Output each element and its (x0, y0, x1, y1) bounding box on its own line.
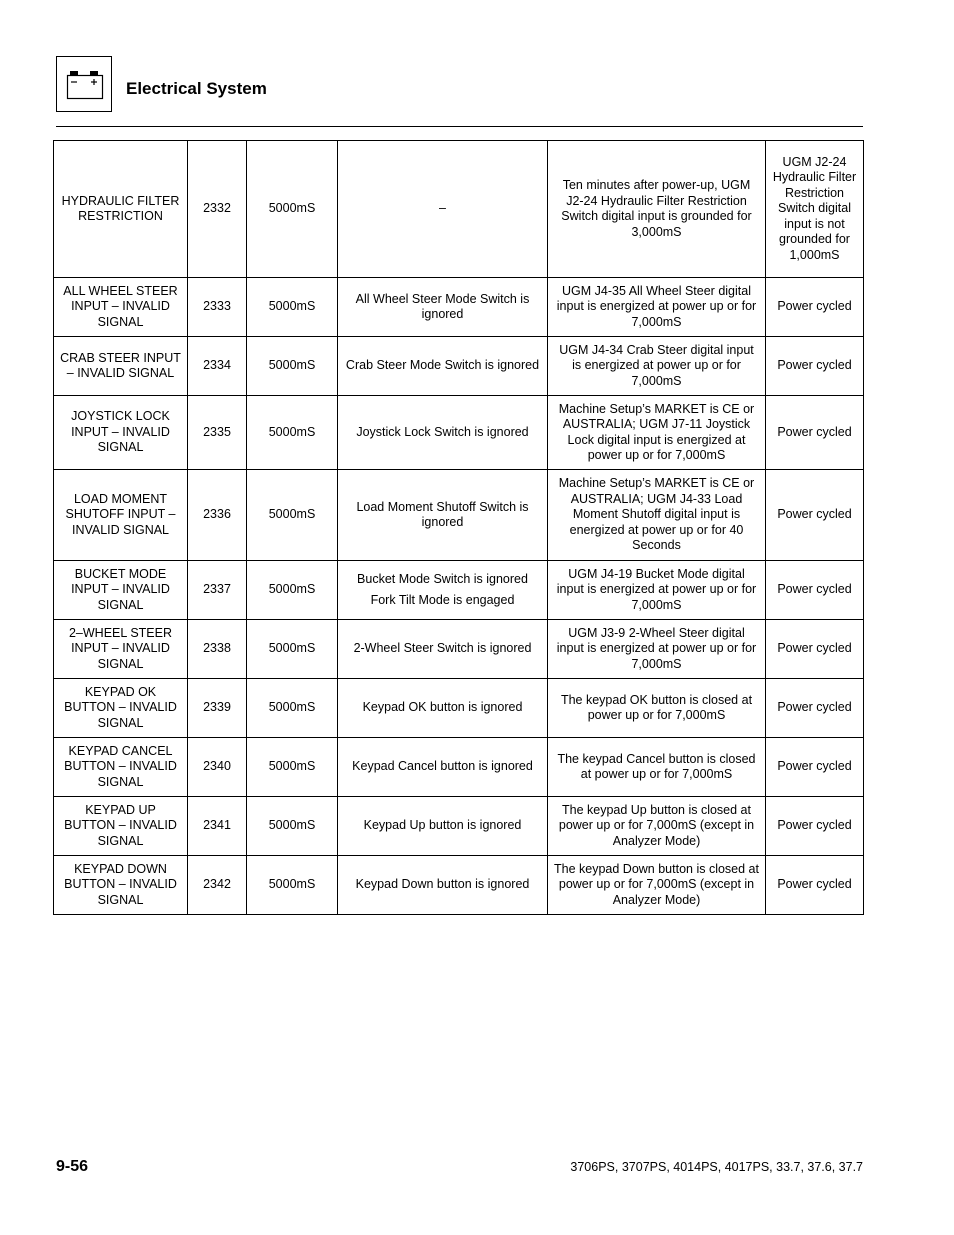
timeout-cell: 5000mS (247, 141, 338, 278)
fault-code-cell: 2334 (188, 337, 247, 396)
fault-condition-cell: The keypad Up button is closed at power up or for 7,000mS (except in Analyzer Mode) (548, 797, 766, 856)
table-row (54, 337, 864, 396)
fault-code-cell: 2339 (188, 679, 247, 738)
fault-reaction-cell: Keypad Cancel button is ignored (338, 738, 548, 797)
recovery-cell: Power cycled (766, 337, 864, 396)
recovery-cell: Power cycled (766, 620, 864, 679)
recovery-cell: Power cycled (766, 470, 864, 561)
header-divider (56, 126, 863, 127)
fault-condition-cell: UGM J4-34 Crab Steer digital input is energized at power up or for 7,000mS (548, 337, 766, 396)
fault-reaction-cell: Keypad OK button is ignored (338, 679, 548, 738)
timeout-cell: 5000mS (247, 620, 338, 679)
timeout-cell: 5000mS (247, 856, 338, 915)
fault-condition-cell: UGM J4-19 Bucket Mode digital input is energized at power up or for 7,000mS (548, 561, 766, 620)
fault-reaction-cell: Keypad Down button is ignored (338, 856, 548, 915)
timeout-cell: 5000mS (247, 278, 338, 337)
table-row (54, 620, 864, 679)
fault-reaction-cell: Load Moment Shutoff Switch is ignored (338, 470, 548, 561)
recovery-cell: Power cycled (766, 561, 864, 620)
fault-name-cell: CRAB STEER INPUT – INVALID SIGNAL (54, 337, 188, 396)
table-row (54, 278, 864, 337)
fault-name-cell: BUCKET MODE INPUT – INVALID SIGNAL (54, 561, 188, 620)
fault-condition-cell: The keypad Cancel button is closed at power up or for 7,000mS (548, 738, 766, 797)
section-title: Electrical System (126, 79, 267, 98)
model-list: 3706PS, 3707PS, 4014PS, 4017PS, 33.7, 37.6, 37.7 (570, 1160, 863, 1174)
fault-reaction-cell: Crab Steer Mode Switch is ignored (338, 337, 548, 396)
fault-condition-cell: Ten minutes after power-up, UGM J2-24 Hydraulic Filter Restriction Switch digital input is grounded for 3,000mS (548, 141, 766, 278)
fault-code-cell: 2333 (188, 278, 247, 337)
fault-reaction-cell: All Wheel Steer Mode Switch is ignored (338, 278, 548, 337)
recovery-cell: Power cycled (766, 738, 864, 797)
fault-name-cell: KEYPAD UP BUTTON – INVALID SIGNAL (54, 797, 188, 856)
fault-condition-cell: UGM J4-35 All Wheel Steer digital input is energized at power up or for 7,000mS (548, 278, 766, 337)
fault-reaction-cell: 2-Wheel Steer Switch is ignored (338, 620, 548, 679)
battery-icon (57, 57, 113, 113)
fault-name-cell: KEYPAD OK BUTTON – INVALID SIGNAL (54, 679, 188, 738)
table-row (54, 470, 864, 561)
recovery-cell: Power cycled (766, 797, 864, 856)
recovery-cell: Power cycled (766, 396, 864, 470)
fault-code-cell: 2338 (188, 620, 247, 679)
timeout-cell: 5000mS (247, 738, 338, 797)
fault-code-cell: 2336 (188, 470, 247, 561)
fault-reaction-cell: Joystick Lock Switch is ignored (338, 396, 548, 470)
recovery-cell: Power cycled (766, 679, 864, 738)
fault-condition-cell: Machine Setup’s MARKET is CE or AUSTRALIA; UGM J7-11 Joystick Lock digital input is energized at power up or for 7,000mS (548, 396, 766, 470)
page-number: 9-56 (56, 1158, 89, 1175)
fault-code-cell: 2335 (188, 396, 247, 470)
fault-condition-cell: The keypad Down button is closed at power up or for 7,000mS (except in Analyzer Mode) (548, 856, 766, 915)
fault-code-cell: 2341 (188, 797, 247, 856)
fault-name-cell: HYDRAULIC FILTER RESTRICTION (54, 141, 188, 278)
fault-code-cell: 2340 (188, 738, 247, 797)
fault-condition-cell: Machine Setup’s MARKET is CE or AUSTRALIA; UGM J4-33 Load Moment Shutoff digital input is energized at power up or for 40 Seconds (548, 470, 766, 561)
fault-name-cell: LOAD MOMENT SHUTOFF INPUT – INVALID SIGNAL (54, 470, 188, 561)
fault-code-cell: 2332 (188, 141, 247, 278)
fault-condition-cell: The keypad OK button is closed at power up or for 7,000mS (548, 679, 766, 738)
table-row (54, 141, 864, 278)
fault-code-cell: 2342 (188, 856, 247, 915)
fault-code-table (53, 140, 864, 915)
timeout-cell: 5000mS (247, 797, 338, 856)
fault-name-cell: 2–WHEEL STEER INPUT – INVALID SIGNAL (54, 620, 188, 679)
timeout-cell: 5000mS (247, 561, 338, 620)
battery-icon-box (56, 56, 112, 112)
table-row (54, 738, 864, 797)
recovery-cell: Power cycled (766, 278, 864, 337)
fault-name-cell: ALL WHEEL STEER INPUT – INVALID SIGNAL (54, 278, 188, 337)
fault-reaction-cell: Bucket Mode Switch is ignored Fork Tilt Mode is engaged (338, 561, 548, 620)
timeout-cell: 5000mS (247, 396, 338, 470)
table-row (54, 797, 864, 856)
fault-reaction-cell: Keypad Up button is ignored (338, 797, 548, 856)
fault-reaction-cell: – (338, 141, 548, 278)
timeout-cell: 5000mS (247, 337, 338, 396)
table-row (54, 856, 864, 915)
timeout-cell: 5000mS (247, 679, 338, 738)
recovery-cell: UGM J2-24 Hydraulic Filter Restriction Switch digital input is not grounded for 1,000mS (766, 141, 864, 278)
fault-name-cell: JOYSTICK LOCK INPUT – INVALID SIGNAL (54, 396, 188, 470)
recovery-cell: Power cycled (766, 856, 864, 915)
table-row (54, 561, 864, 620)
fault-code-cell: 2337 (188, 561, 247, 620)
table-row (54, 679, 864, 738)
fault-name-cell: KEYPAD DOWN BUTTON – INVALID SIGNAL (54, 856, 188, 915)
fault-name-cell: KEYPAD CANCEL BUTTON – INVALID SIGNAL (54, 738, 188, 797)
fault-condition-cell: UGM J3-9 2-Wheel Steer digital input is energized at power up or for 7,000mS (548, 620, 766, 679)
table-row (54, 396, 864, 470)
timeout-cell: 5000mS (247, 470, 338, 561)
